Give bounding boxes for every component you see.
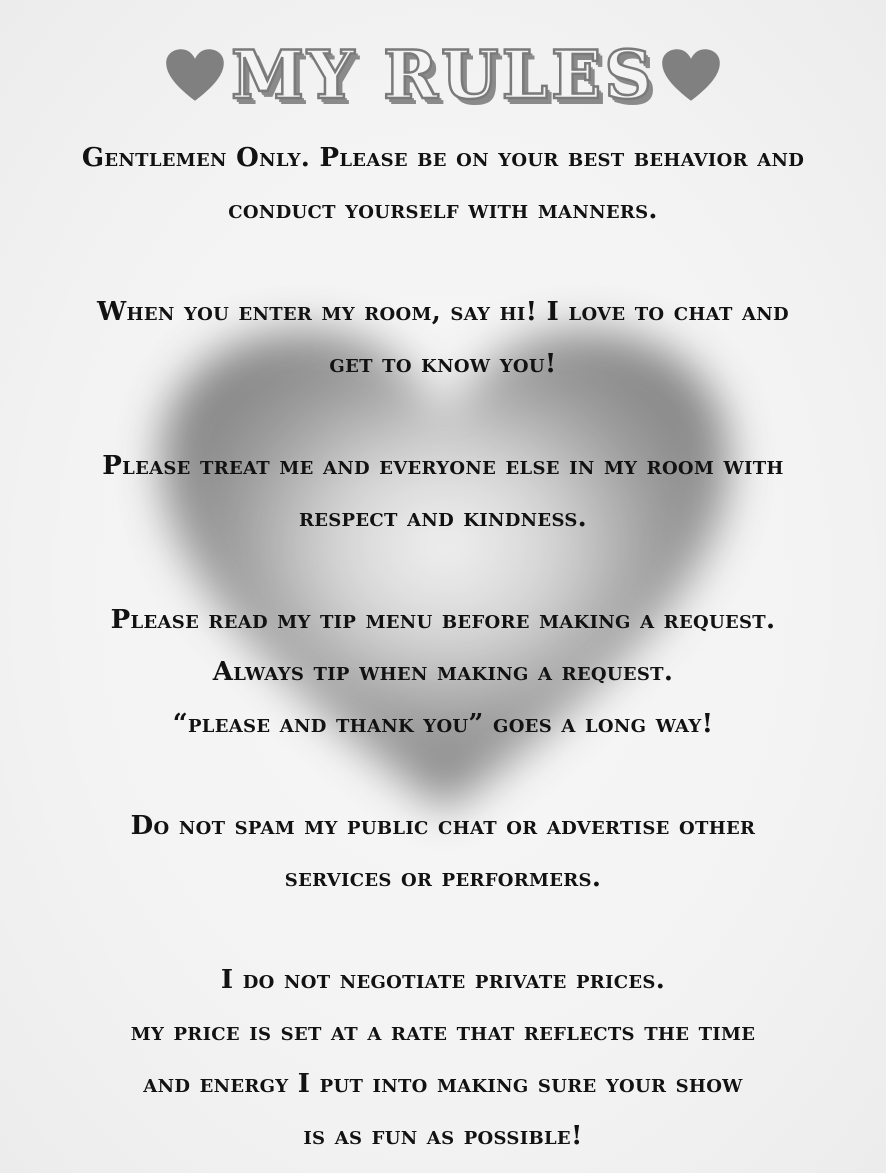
rule-no-spam — [20, 800, 866, 904]
rule-line: Always tip when making a request. — [212, 657, 674, 687]
rule-respect — [20, 440, 866, 544]
rule-line: I do not negotiate private prices. — [220, 965, 666, 995]
rule-line: and energy I put into making sure your show — [143, 1069, 743, 1099]
rule-tip-menu — [20, 594, 866, 750]
heart-icon — [165, 48, 225, 102]
rule-line: services or performers. — [284, 863, 602, 893]
rule-line: get to know you! — [329, 349, 557, 379]
title-row — [0, 30, 886, 120]
rule-line: Gentlemen Only. Please be on your best behavior and — [81, 143, 805, 173]
rule-private-prices — [20, 954, 866, 1162]
rule-line: my price is set at a rate that reflects the time — [130, 1017, 756, 1047]
rule-line: Please read my tip menu before making a request. — [110, 605, 776, 635]
heart-icon — [661, 48, 721, 102]
rule-line: conduct yourself with manners. — [228, 195, 658, 225]
page-title: MY RULES — [231, 36, 655, 114]
rule-line: Please treat me and everyone else in my room with — [102, 451, 784, 481]
rule-line: is as fun as possible! — [303, 1121, 583, 1151]
rule-say-hi — [20, 286, 866, 390]
rules-list — [20, 132, 866, 1162]
rule-line: “please and thank you” goes a long way! — [172, 709, 714, 739]
rule-line: Do not spam my public chat or advertise other — [130, 811, 756, 841]
rule-line: When you enter my room, say hi! I love to chat and — [97, 297, 789, 327]
rule-gentlemen-only — [20, 132, 866, 236]
rule-line: respect and kindness. — [298, 503, 588, 533]
